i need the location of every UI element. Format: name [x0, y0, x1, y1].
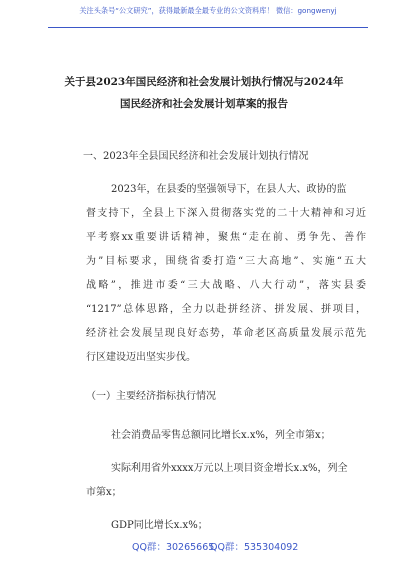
- header-divider: [48, 27, 368, 28]
- document-title-line-2: 国民经济和社会发展计划草案的报告: [120, 98, 288, 110]
- indicator-item-continued: 市第x；: [86, 487, 122, 498]
- paragraph-line: 为”目标要求，围绕省委打造“三大高地”、实施“五大: [86, 256, 366, 267]
- paragraph-line: 平考察xx重要讲话精神，聚焦“走在前、勇争先、善作: [86, 232, 366, 243]
- indicator-item: 社会消费品零售总额同比增长x.x%，列全市第x；: [111, 430, 331, 441]
- paragraph-line: 行区建设迈出坚实步伐。: [86, 352, 196, 363]
- footer-qq-group-1: QQ群：30265665: [132, 542, 215, 553]
- indicator-item: 实际利用省外xxxx万元以上项目资金增长x.x%，列全: [111, 463, 348, 474]
- section-heading: 一、2023年全县国民经济和社会发展计划执行情况: [83, 151, 309, 162]
- paragraph-line: “1217”总体思路，全力以赴拼经济、拼发展、拼项目，: [86, 304, 366, 315]
- subsection-heading: （一）主要经济指标执行情况: [86, 391, 216, 402]
- paragraph-line: 督支持下，全县上下深入贯彻落实党的二十大精神和习近: [86, 208, 366, 219]
- header-promo-note: 关注头条号“公文研究”，获得最新最全最专业的公文资料库！ 微信：gongwenyj: [79, 6, 337, 15]
- document-title-line-1: 关于县2023年国民经济和社会发展计划执行情况与2024年: [64, 76, 344, 88]
- footer-qq-group-2: QQ群：535304092: [210, 542, 299, 553]
- indicator-item: GDP同比增长x.x%；: [111, 520, 208, 531]
- paragraph-line: 战略”，推进市委“三大战略、八大行动”，落实县委: [86, 280, 366, 291]
- paragraph-line: 2023年，在县委的坚强领导下，在县人大、政协的监: [111, 184, 347, 195]
- paragraph-line: 经济社会发展呈现良好态势，革命老区高质量发展示范先: [86, 328, 366, 339]
